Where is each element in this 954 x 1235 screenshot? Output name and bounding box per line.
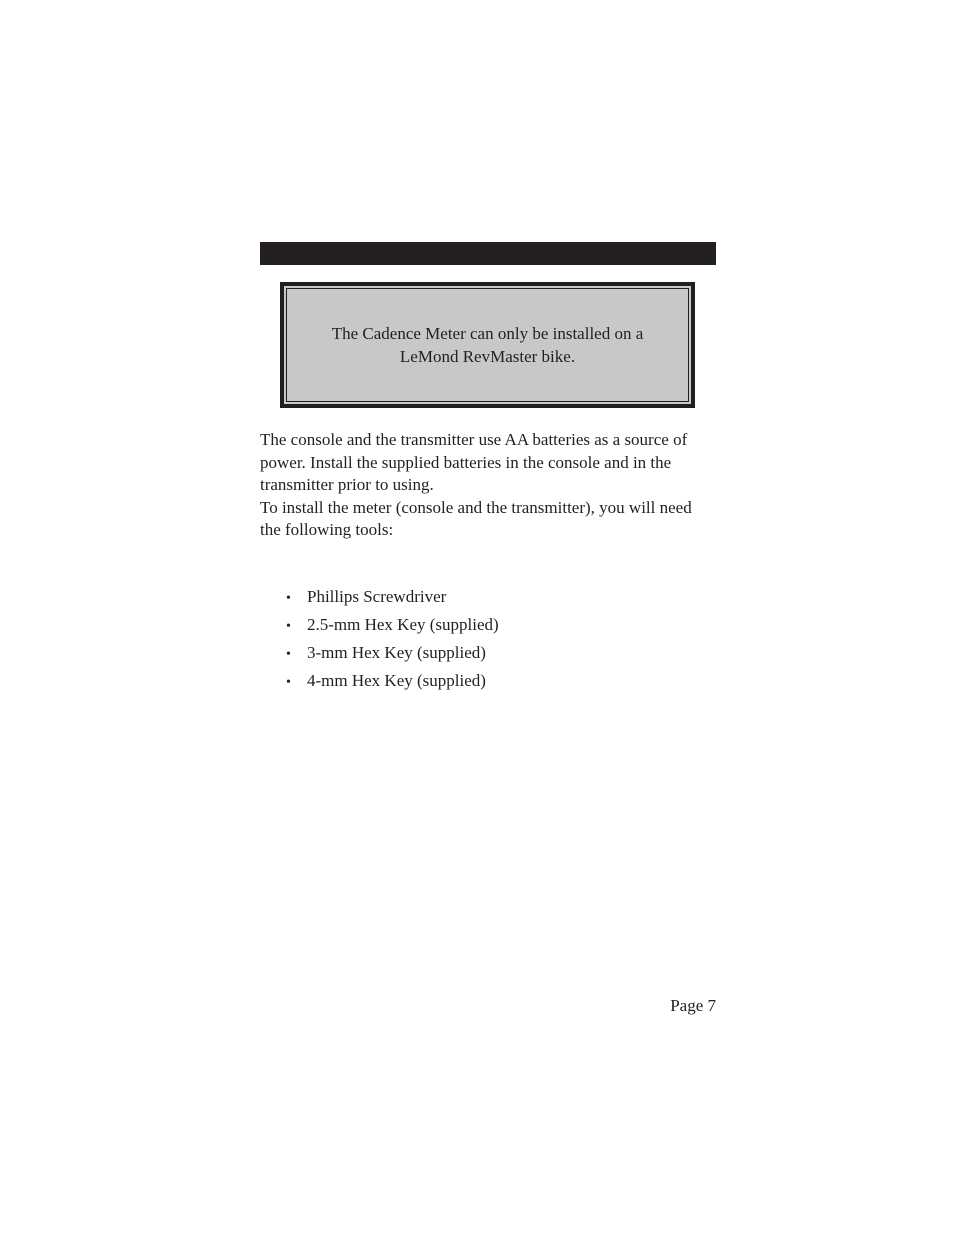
tool-label: 3-mm Hex Key (supplied) — [307, 643, 486, 662]
bullet-icon: • — [286, 619, 291, 634]
body-paragraph: The console and the transmitter use AA batteries as a source of power. Install the supplied batteries in the console and in the transmitter prior to using. — [260, 430, 688, 494]
note-inner-border — [286, 288, 689, 402]
list-item — [286, 641, 499, 669]
bullet-icon: • — [286, 647, 291, 662]
body-paragraph: the following tools: — [260, 520, 394, 539]
note-text: The Cadence Meter can only be installed on a LeMond RevMaster bike. — [331, 324, 644, 366]
tool-label: 4-mm Hex Key (supplied) — [307, 671, 486, 690]
list-item — [286, 669, 499, 697]
note-box — [280, 282, 695, 408]
bullet-icon: • — [286, 591, 291, 606]
list-item — [286, 585, 499, 613]
bullet-icon: • — [286, 675, 291, 690]
tools-list — [286, 585, 499, 697]
page-number: Page 7 — [670, 996, 716, 1015]
tool-label: 2.5-mm Hex Key (supplied) — [307, 615, 499, 634]
list-item — [286, 613, 499, 641]
section-header-bar — [260, 242, 716, 265]
tool-label: Phillips Screwdriver — [307, 587, 447, 606]
body-text — [260, 429, 716, 542]
body-paragraph: To install the meter (console and the transmitter), you will need — [260, 497, 692, 517]
